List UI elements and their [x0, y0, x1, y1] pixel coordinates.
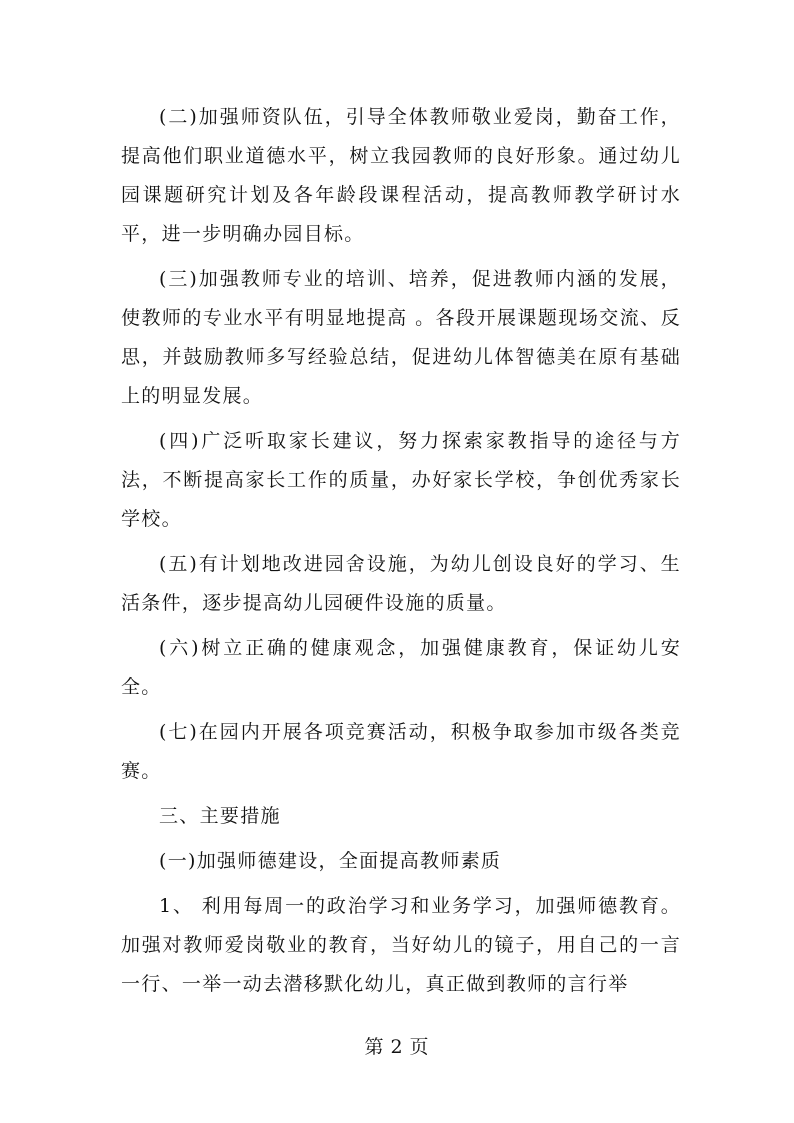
section-heading-measures: 三、主要措施	[159, 805, 281, 827]
paragraph-6: (六)树立正确的健康观念，加强健康教育，保证幼儿安全。	[121, 637, 681, 698]
page-number	[0, 1032, 794, 1059]
paragraph-measure-1: 1、 利用每周一的政治学习和业务学习，加强师德教育。加强对教师爱岗敬业的教育，当好幼儿的镜子，用自己的一言一行、一举一动去潜移默化幼儿，真正做到教师的言行举	[121, 895, 681, 995]
paragraph-5: (五)有计划地改进园舍设施，为幼儿创设良好的学习、生活条件，逐步提高幼儿园硬件设施的质量。	[121, 553, 681, 614]
paragraph-3: (三)加强教师专业的培训、培养，促进教师内涵的发展，使教师的专业水平有明显地提高 。各段开展课题现场交流、反思，并鼓励教师多写经验总结，促进幼儿体智德美在原有基础上的明显发展。	[121, 268, 681, 407]
paragraph-2: (二)加强师资队伍，引导全体教师敬业爱岗，勤奋工作，提高他们职业道德水平，树立我园教师的良好形象。通过幼儿园课题研究计划及各年龄段课程活动，提高教师教学研讨水平，进一步明确办园目标。	[121, 106, 681, 245]
page-number-prefix: 第	[364, 1036, 385, 1058]
page-number-suffix: 页	[409, 1036, 430, 1058]
document-body	[121, 98, 681, 1010]
paragraph-4: (四)广泛听取家长建议，努力探索家教指导的途径与方法，不断提高家长工作的质量，办好家长学校，争创优秀家长学校。	[121, 430, 681, 530]
subsection-heading-ethics: (一)加强师德建设，全面提高教师素质	[159, 850, 502, 872]
paragraph-7: (七)在园内开展各项竞赛活动，积极争取参加市级各类竞赛。	[121, 721, 681, 782]
page-number-value: 2	[390, 1036, 404, 1058]
